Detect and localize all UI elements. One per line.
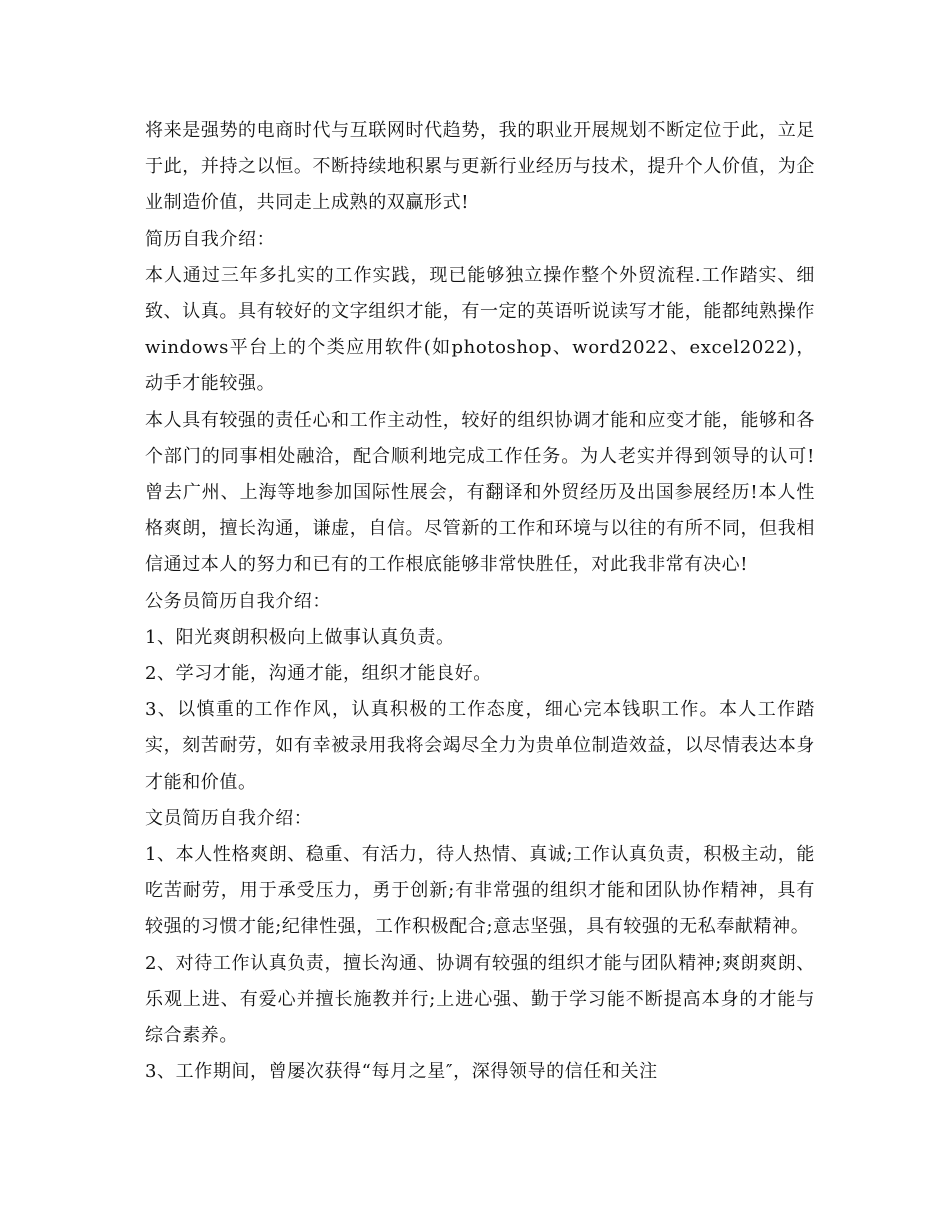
heading-civil-servant-intro: 公务员简历自我介绍： bbox=[145, 590, 331, 612]
paragraph-work-experience: 本人通过三年多扎实的工作实践，现已能够独立操作整个外贸流程.工作踏实、细致、认真。具有较好的文字组织才能，有一定的英语听说读写才能，能都纯熟操作windows平台上的个类应用软件(如photoshop、word2022、excel2022)，动手才能较强。 bbox=[145, 264, 815, 395]
list-item-civil-servant-3: 3、以慎重的工作作风，认真积极的工作态度，细心完本钱职工作。本人工作踏实，刻苦耐劳，如有幸被录用我将会竭尽全力为贵单位制造效益，以尽情表达本身才能和价值。 bbox=[145, 699, 815, 793]
list-item-clerk-3: 3、工作期间，曾屡次获得“每月之星″，深得领导的信任和关注 bbox=[145, 1061, 658, 1083]
heading-clerk-intro: 文员简历自我介绍： bbox=[145, 807, 313, 829]
list-item-clerk-1: 1、本人性格爽朗、稳重、有活力，待人热情、真诚;工作认真负责，积极主动，能吃苦耐劳，用于承受压力，勇于创新;有非常强的组织才能和团队协作精神，具有较强的习惯才能;纪律性强，工作积极配合;意志坚强，具有较强的无私奉献精神。 bbox=[145, 844, 815, 938]
document-body bbox=[145, 113, 815, 1090]
list-item-civil-servant-2: 2、学习才能，沟通才能，组织才能良好。 bbox=[145, 663, 492, 685]
list-item-clerk-2: 2、对待工作认真负责，擅长沟通、协调有较强的组织才能与团队精神;爽朗爽朗、乐观上进、有爱心并擅长施教并行;上进心强、勤于学习能不断提高本身的才能与综合素养。 bbox=[145, 952, 815, 1047]
paragraph-career-plan: 将来是强势的电商时代与互联网时代趋势，我的职业开展规划不断定位于此，立足于此，并持之以恒。不断持续地积累与更新行业经历与技术，提升个人价值，为企业制造价值，共同走上成熟的双赢形式! bbox=[145, 120, 815, 214]
heading-resume-intro: 简历自我介绍： bbox=[145, 228, 276, 250]
paragraph-personal-qualities: 本人具有较强的责任心和工作主动性，较好的组织协调才能和应变才能，能够和各个部门的同事相处融洽，配合顺利地完成工作任务。为人老实并得到领导的认可!曾去广州、上海等地参加国际性展会，有翻译和外贸经历及出国参展经历!本人性格爽朗，擅长沟通，谦虚，自信。尽管新的工作和环境与以往的有所不同，但我相信通过本人的努力和已有的工作根底能够非常快胜任，对此我非常有决心! bbox=[145, 409, 815, 576]
list-item-civil-servant-1: 1、阳光爽朗积极向上做事认真负责。 bbox=[145, 626, 455, 648]
